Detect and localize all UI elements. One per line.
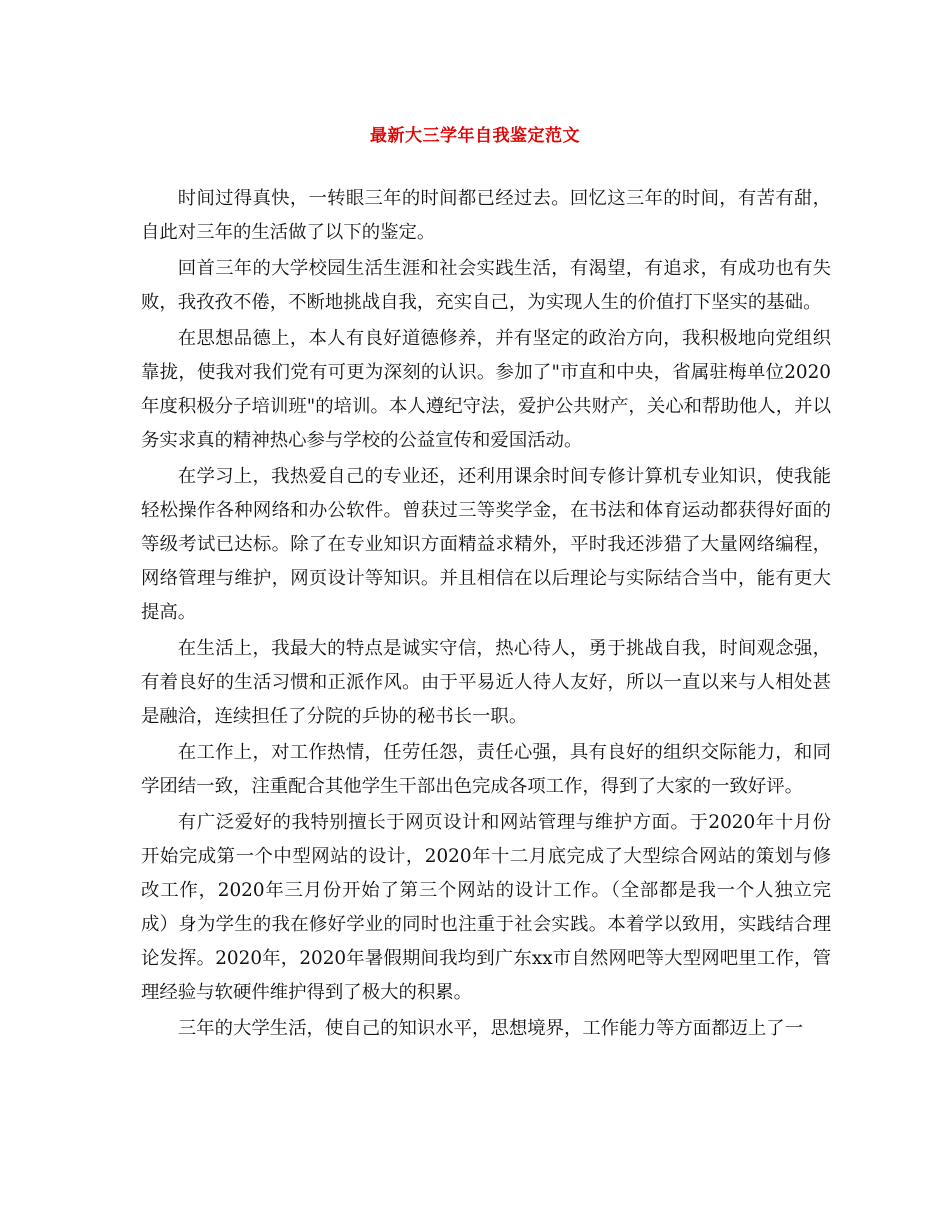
paragraph: 时间过得真快，一转眼三年的时间都已经过去。回忆这三年的时间，有苦有甜，自此对三年的生活做了以下的鉴定。 bbox=[141, 188, 831, 243]
paragraph: 有广泛爱好的我特别擅长于网页设计和网站管理与维护方面。于2020年十月份开始完成第一个中型网站的设计，2020年十二月底完成了大型综合网站的策划与修改工作，2020年三月份开始了第三个网站的设计工作。（全部都是我一个人独立完成）身为学生的我在修好学业的同时也注重于社会实践。本着学以致用，实践结合理论发挥。2020年，2020年暑假期间我均到广东xx市自然网吧等大型网吧里工作，管理经验与软硬件维护得到了极大的积累。 bbox=[141, 812, 831, 1003]
document-title: 最新大三学年自我鉴定范文 bbox=[370, 126, 580, 146]
paragraph: 三年的大学生活，使自己的知识水平，思想境界，工作能力等方面都迈上了一 bbox=[177, 1018, 804, 1039]
document-body bbox=[141, 182, 831, 1048]
paragraph: 在思想品德上，本人有良好道德修养，并有坚定的政治方向，我积极地向党组织靠拢，使我对我们党有可更为深刻的认识。参加了"市直和中央，省属驻梅单位2020年度积极分子培训班"的培训。本人遵纪守法，爱护公共财产，关心和帮助他人，并以务实求真的精神热心参与学校的公益宣传和爱国活动。 bbox=[141, 328, 831, 451]
paragraph: 回首三年的大学校园生活生涯和社会实践生活，有渴望，有追求，有成功也有失败，我孜孜不倦，不断地挑战自我，充实自己，为实现人生的价值打下坚实的基础。 bbox=[141, 258, 831, 313]
paragraph: 在学习上，我热爱自己的专业还，还利用课余时间专修计算机专业知识，使我能轻松操作各种网络和办公软件。曾获过三等奖学金，在书法和体育运动都获得好面的等级考试已达标。除了在专业知识方面精益求精外，平时我还涉猎了大量网络编程，网络管理与维护，网页设计等知识。并且相信在以后理论与实际结合当中，能有更大提高。 bbox=[141, 466, 831, 623]
paragraph: 在生活上，我最大的特点是诚实守信，热心待人，勇于挑战自我，时间观念强，有着良好的生活习惯和正派作风。由于平易近人待人友好，所以一直以来与人相处甚是融洽，连续担任了分院的乒协的秘书长一职。 bbox=[141, 638, 831, 727]
paragraph: 在工作上，对工作热情，任劳任怨，责任心强，具有良好的组织交际能力，和同学团结一致，注重配合其他学生干部出色完成各项工作，得到了大家的一致好评。 bbox=[141, 742, 831, 797]
